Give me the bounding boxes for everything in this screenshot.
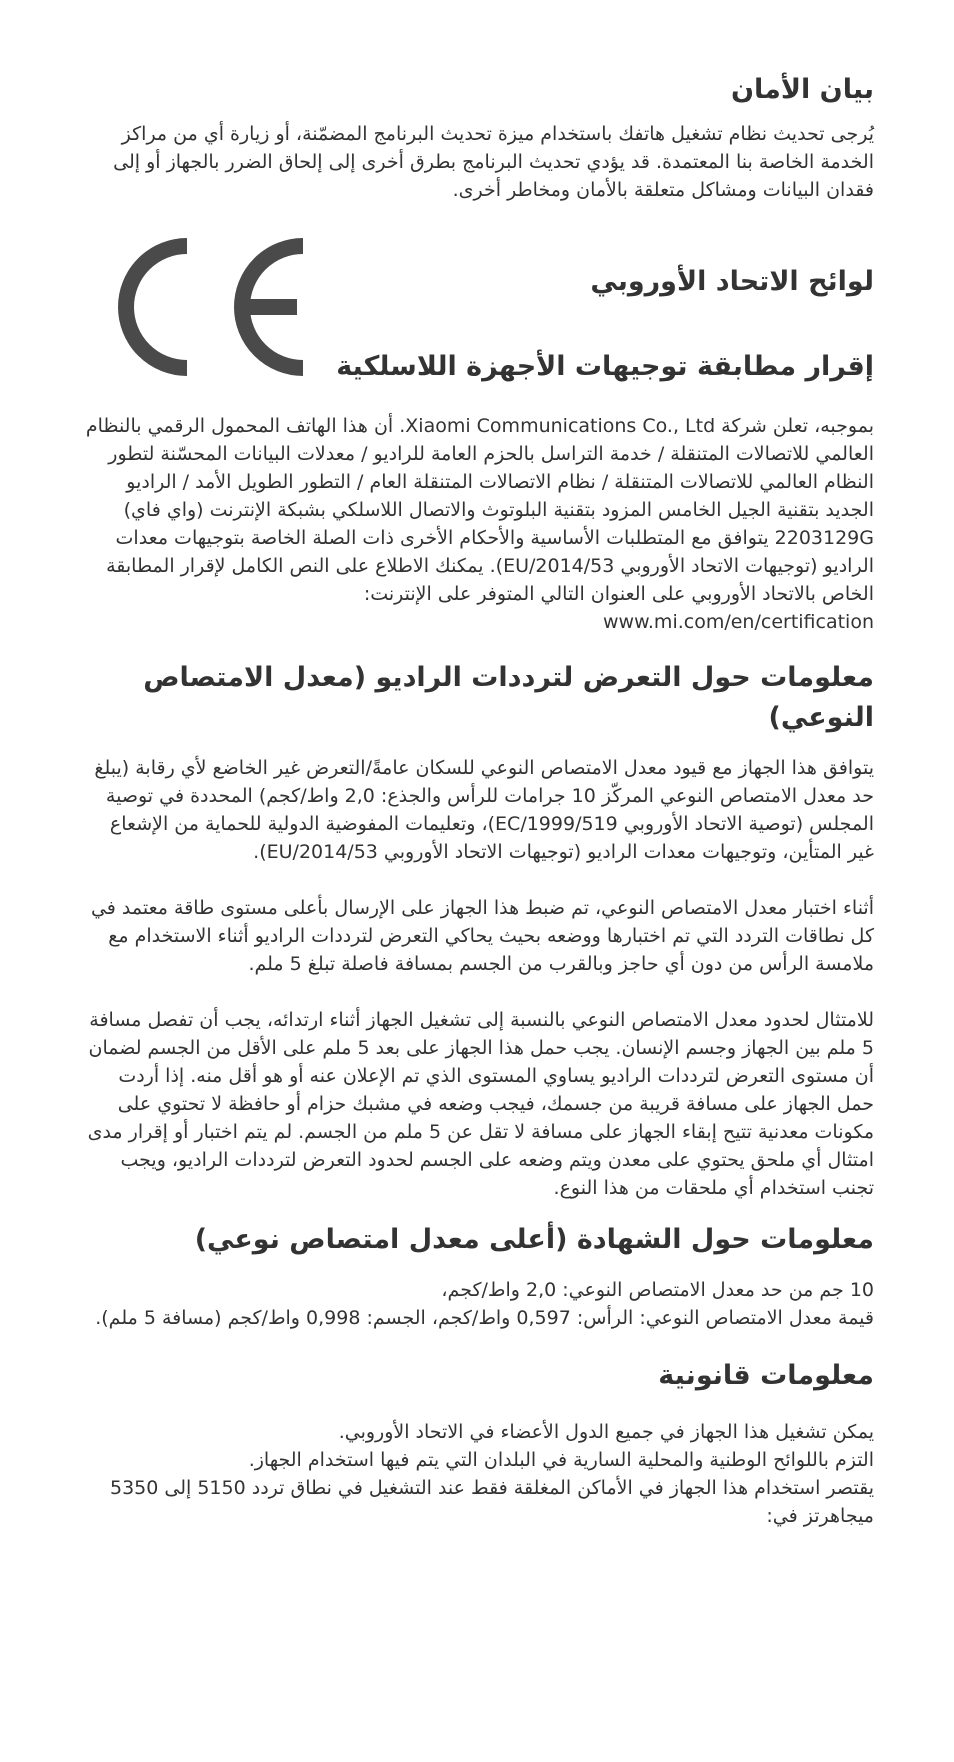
legal-line-2: التزم باللوائح الوطنية والمحلية السارية في البلدان التي يتم فيها استخدام الجهاز. (248, 1449, 874, 1471)
sar-paragraph-1: يتوافق هذا الجهاز مع قيود معدل الامتصاص النوعي للسكان عامةً/التعرض غير الخاضع لأي رقابة (يبلغ حد معدل الامتصاص النوعي المركّز 10 جرامات للرأس والجذع: 2,0 واط/كجم) المحددة في توصية المجلس (توصية الاتحاد الأوروبي 1999/519/EC)، وتعليمات المفوضية الدولية للحماية من الإشعاع غير المتأين، وتوجيهات معدات الراديو (توجيهات الاتحاد الأوروبي 2014/53/EU). (94, 757, 874, 863)
sar-paragraph-3: للامتثال لحدود معدل الامتصاص النوعي بالنسبة إلى تشغيل الجهاز أثناء ارتدائه، يجب أن تفصل مسافة 5 ملم بين الجهاز وجسم الإنسان. يجب حمل هذا الجهاز على بعد 5 ملم على الأقل من الجسم لضمان أن مستوى التعرض لترددات الراديو يساوي المستوى الذي تم الإعلان عنه أو هو أقل منه. إذا أردت حمل الجهاز على مسافة قريبة من جسمك، فيجب وضعه في مشبك حزام أو حافظة لا تحتوي على مكونات معدنية تتيح إبقاء الجهاز على مسافة لا تقل عن 5 ملم من الجسم. لم يتم اختبار أو إقرار مدى امتثال أي ملحق يحتوي على معدن ويتم وضعه على الجسم لحدود التعرض لترددات الراديو، ويجب تجنب استخدام أي ملحقات من هذا النوع. (87, 1009, 874, 1199)
safety-statement-text: يُرجى تحديث نظام تشغيل هاتفك باستخدام ميزة تحديث البرنامج المضمّنة، أو زيارة أي من مراكز الخدمة الخاصة بنا المعتمدة. قد يؤدي تحديث البرنامج بطرق أخرى إلى إلحاق الضرر بالجهاز أو إلى فقدان البيانات ومشاكل متعلقة بالأمان ومخاطر أخرى. (113, 123, 874, 201)
red-declaration-text: بموجبه، تعلن شركة Xiaomi Communications Co., Ltd. أن هذا الهاتف المحمول الرقمي بالنظام العالمي للاتصالات المتنقلة / خدمة التراسل بالحزم العامة للراديو / معدلات البيانات المحسّنة لتطور النظام العالمي للاتصالات المتنقلة / نظام الاتصالات المتنقلة العام / التطور الطويل الأمد / الراديو الجديد بتقنية الجيل الخامس المزود بتقنية البلوتوث والاتصال اللاسلكي بشبكة الإنترنت (واي فاي) 2203129G يتوافق مع المتطلبات الأساسية والأحكام الأخرى ذات الصلة الخاصة بتوجيهات معدات الراديو (توجيهات الاتحاد الأوروبي 2014/53/EU). يمكنك الاطلاع على النص الكامل لإقرار المطابقة الخاص بالاتحاد الأوروبي على العنوان التالي المتوفر على الإنترنت: (85, 415, 874, 605)
ce-mark-icon (115, 232, 320, 382)
sar-paragraph-2: أثناء اختبار معدل الامتصاص النوعي، تم ضبط هذا الجهاز على الإرسال بأعلى مستوى طاقة معتمد في كل نطاقات التردد التي تم اختبارها ووضعه بحيث يحاكي التعرض لترددات الراديو أثناء الاستخدام مع ملامسة الرأس من دون أي حاجز وبالقرب من الجسم بمسافة فاصلة تبلغ 5 ملم. (90, 897, 874, 975)
safety-statement-title: بيان الأمان (730, 74, 874, 105)
certification-info-title: معلومات حول الشهادة (أعلى معدل امتصاص نوعي) (194, 1224, 874, 1255)
red-declaration-body (80, 412, 874, 636)
legal-line-3: يقتصر استخدام هذا الجهاز في الأماكن المغلقة فقط عند التشغيل في نطاق تردد 5150 إلى 5350 ميجاهرتز في: (110, 1477, 874, 1527)
eu-regulations-title: لوائح الاتحاد الأوروبي (590, 266, 874, 297)
red-declaration-title: إقرار مطابقة توجيهات الأجهزة اللاسلكية (336, 351, 874, 382)
sar-values-line: قيمة معدل الامتصاص النوعي: الرأس: 0,597 واط/كجم، الجسم: 0,998 واط/كجم (مسافة 5 ملم). (95, 1307, 874, 1329)
certification-url-link[interactable]: www.mi.com/en/certification (603, 611, 874, 633)
eu-regulations-header (80, 232, 874, 402)
legal-line-1: يمكن تشغيل هذا الجهاز في جميع الدول الأعضاء في الاتحاد الأوروبي. (338, 1421, 874, 1443)
certification-info-body (80, 1276, 874, 1332)
sar-info-title: معلومات حول التعرض لترددات الراديو (معدل الامتصاص النوعي) (143, 662, 874, 733)
sar-limit-line: 10 جم من حد معدل الامتصاص النوعي: 2,0 واط/كجم، (441, 1279, 874, 1301)
legal-info-body (80, 1418, 874, 1530)
legal-info-title: معلومات قانونية (658, 1360, 874, 1391)
